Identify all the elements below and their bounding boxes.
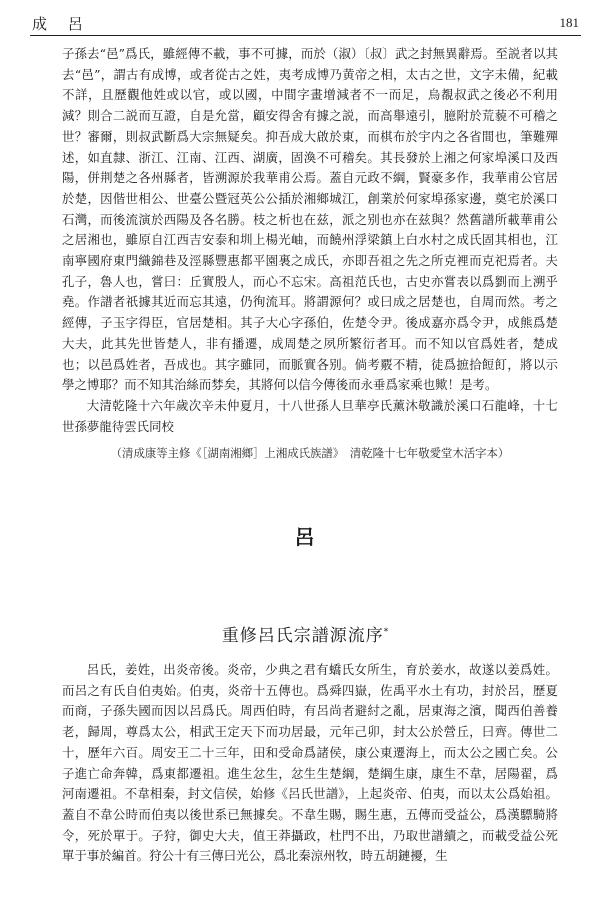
- title-footnote-mark: *: [383, 627, 390, 638]
- header-rule: [30, 35, 581, 36]
- running-head: 成 呂: [32, 15, 91, 33]
- article-paragraph: 呂氏，姜姓，出炎帝後。炎帝，少典之君有蟜氏女所生，育於姜水，故遂以姜爲姓。而呂之有氏自伯夷始。伯夷，炎帝十五傳也。爲舜四嶽，佐禹平水土有功，封於呂，歷夏而商，子孫失國而因以呂爲氏。周西伯時，有呂尚者避紂之亂，居東海之濱，聞西伯善養老，歸周，尊爲太公，相武王定天下而功居最，元年己卯，封太公於營丘，曰齊。傳世二十，歷年六百。周安王二十三年，田和受命爲諸侯，康公東遷海上，而太公之國亡矣。公子進亡命奔韓，爲東都遷祖。進生忿生，忿生生楚綱，楚綱生康，康生不韋，居陽翟，爲河南遷祖。不韋相秦，封文信侯，始修《呂氏世譜》，上起炎帝、伯夷，而以太公爲始祖。蓋自不韋公時而伯夷以後世系已無據矣。不韋生賜，賜生惠，五傳而受益公，爲漢驃騎將令，死於單于。子狩，御史大夫，值王莽攝政，杜門不出，乃取世譜續之，而載受益公死單于事於編首。狩公十有三傳曰光公，爲北秦涼州牧，時五胡鏈擾，生: [62, 662, 558, 864]
- source-citation: （清成康等主修《［湖南湘鄉］上湘成氏族譜》 清乾隆十七年敬愛堂木活字本）: [110, 446, 510, 460]
- article-title: [0, 621, 611, 646]
- section-heading: 呂: [294, 525, 317, 549]
- page-number: 181: [559, 15, 579, 30]
- body-paragraph: 子孫去“邑”爲氏，雖經傳不載，事不可據，而於（淑）〔叔〕武之封無異辭焉。至説者以其去“邑”，謂古有成博，或者從古之姓，夷考成博乃黄帝之相，太古之世，文字未備，紀載不詳，且歷觀他姓或以官，或以國，中間字畫增減者不一而足，烏覩叔武之後必不利用減？則合二説而互證，自是允當，顧安得舍有據之説，而高舉遠引，臆附於荒藐不可稽之世？審爾，則叔武斷爲大宗無疑矣。抑吾成大啟於東，而棋布於宇内之各省間也，筆難殫述，如直隸、浙江、江南、江西、湖廣，固渙不可稽矣。其長發於上湘之何家埠溪口及西陽，併荆楚之各州縣者，皆溯源於我華甫公焉。蓋自元政不綱，賢豪多作，我華甫公官居於楚，因偕世相公、世臺公暨冠英公公插於湘鄉城江，創業於何家埠孫家邊，奠宅於溪口石灣，而後流演於西陽及各名勝。枝之析也在兹，派之别也亦在兹與？然舊譜所載華甫公之居湘也，雖原自江西吉安泰和圳上楊光岫，而饒州浮梁鎮上白水村之成氏固其相也，江南寧國府東門織錦巷及涇縣豐惠都平園裏之成氏，亦即吾祖之先之所克裡而克祀焉者。夫孔子，魯人也，嘗曰：丘實殷人，而心不忘宋。高祖范氏也，古史亦嘗表以爲劉而上溯乎堯。作譜者祇據其近而忘其遠，仍徇流耳。將謂源何？或曰成之居楚也，自周而然。考之經傳，子玉字得臣，官居楚相。其子大心字孫伯，佐楚令尹。後成嘉亦爲令尹，成熊爲楚大夫，此其先世皆楚人，非有播遷，成周楚之夙所繁衍者耳。而不知以官爲姓者，楚成也；以邑爲姓者，吾成也。其字雖同，而脈實各别。倘考覈不精，徒爲摭拾餖飣，將以示學之博耶？而不知其治絲而棼矣，其將何以信今傳後而永垂爲家乘也歟！是考。: [62, 46, 558, 393]
- colophon-paragraph: 大清乾隆十六年歲次辛未仲夏月，十八世孫人旦華亭氏薰沐敬識於溪口石龍峰，十七世孫夢龍待雲氏同校: [62, 397, 558, 434]
- page-header: [30, 13, 581, 35]
- preceding-text-block: [62, 44, 558, 437]
- article-body: [62, 660, 558, 867]
- article-title-text: 重修呂氏宗譜源流序: [221, 626, 384, 646]
